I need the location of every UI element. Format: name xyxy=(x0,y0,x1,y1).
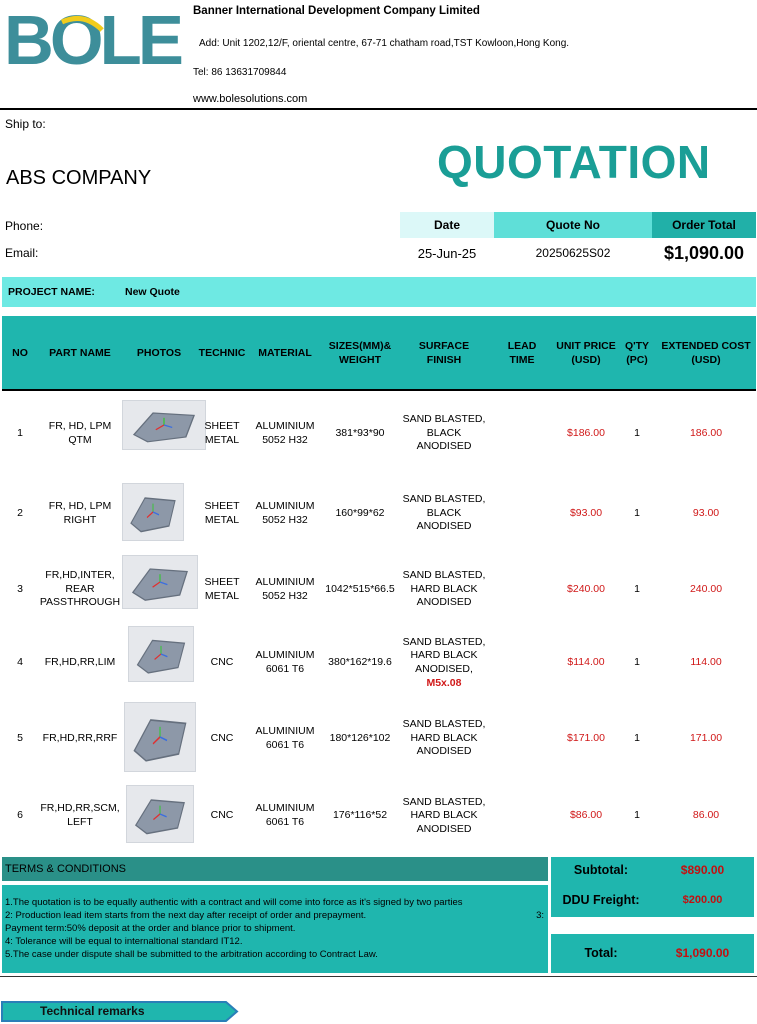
cell-line: BLACK xyxy=(426,506,462,519)
col-unit-price xyxy=(554,316,618,391)
cell-line: BLACK xyxy=(426,426,462,439)
cell-line: SAND BLASTED, xyxy=(402,795,486,808)
cell-qty: 1 xyxy=(634,426,640,439)
cell-part-name xyxy=(38,626,122,700)
cell-line: SAND BLASTED, xyxy=(402,493,486,506)
cell-unit-price: $186.00 xyxy=(567,426,605,439)
cell-surface-finish xyxy=(398,474,490,553)
subtotal-value: $890.00 xyxy=(680,863,725,877)
col-qty-line1: Q'TY xyxy=(624,340,650,353)
subtotal-label: Subtotal: xyxy=(573,863,629,877)
col-part-name: PART NAME xyxy=(49,346,111,359)
cell-line: SHEET xyxy=(204,575,240,588)
col-lead xyxy=(490,316,554,391)
cell-surface-finish xyxy=(398,700,490,777)
cell-size: 176*116*52 xyxy=(332,809,388,822)
cell-line: HARD BLACK xyxy=(410,582,478,595)
terms-line: Payment term:50% deposit at the order and blance prior to shipment. xyxy=(5,923,296,935)
quote-no-value: 20250625S02 xyxy=(535,246,611,260)
order-total-header: Order Total xyxy=(652,212,756,238)
table-row xyxy=(2,626,756,700)
cell-technic xyxy=(196,553,248,626)
cell-material xyxy=(248,474,322,553)
cell-size: 160*99*62 xyxy=(335,506,385,519)
col-sizes-line2: WEIGHT xyxy=(339,353,381,366)
cell-qty: 1 xyxy=(634,582,640,595)
col-photos: PHOTOS xyxy=(136,346,182,359)
ship-to-company: ABS COMPANY xyxy=(6,167,152,189)
col-sizes xyxy=(322,316,398,391)
cell-extended-cost: 86.00 xyxy=(692,809,720,822)
cell-extended-cost: 114.00 xyxy=(690,656,722,669)
cell-line: HARD BLACK xyxy=(410,809,478,822)
col-surface-line2: FINISH xyxy=(426,353,462,366)
cell-material xyxy=(248,393,322,474)
terms-line: 2: Production lead item starts from the next day after receipt of order and prepayment. xyxy=(5,910,367,922)
project-name-label: PROJECT NAME: xyxy=(8,286,95,298)
company-website[interactable]: www.bolesolutions.com xyxy=(193,93,308,105)
terms-line: 5.The case under dispute shall be submitted to the arbitration according to Contract Law. xyxy=(5,949,378,961)
cell-unit-price: $86.00 xyxy=(569,809,603,822)
cell-technic xyxy=(196,393,248,474)
cell-size: 380*162*19.6 xyxy=(328,656,392,669)
footer-divider xyxy=(0,976,757,977)
cell-surface-finish xyxy=(398,393,490,474)
cell-technic xyxy=(196,626,248,700)
cell-line: ALUMINIUM xyxy=(255,802,315,815)
cell-extended-cost: 240.00 xyxy=(689,582,723,595)
col-qty xyxy=(618,316,656,391)
terms-body xyxy=(2,885,548,973)
cell-line: FR,HD,RR,SCM, xyxy=(40,802,120,815)
email-label: Email: xyxy=(5,246,39,260)
cell-line: METAL xyxy=(204,513,240,526)
cell-no: 4 xyxy=(17,656,23,669)
cell-size: 381*93*90 xyxy=(335,426,385,439)
items-table-header xyxy=(2,316,756,391)
total-box xyxy=(551,934,754,973)
cell-line: ANODISED xyxy=(416,745,472,758)
cell-part-name xyxy=(38,474,122,553)
part-photo xyxy=(126,785,194,843)
company-logo xyxy=(4,8,182,68)
subtotal-box xyxy=(551,857,754,917)
cell-unit-price: $93.00 xyxy=(569,506,603,519)
part-photo xyxy=(122,555,198,609)
table-row xyxy=(2,777,756,855)
cell-line: SHEET xyxy=(204,499,240,512)
cell-lead-time xyxy=(490,474,554,553)
svg-text:BOLE: BOLE xyxy=(4,8,182,68)
cell-line: ALUMINIUM xyxy=(255,575,315,588)
cell-line: ALUMINIUM xyxy=(255,724,315,737)
col-qty-line2: (PC) xyxy=(626,353,648,366)
company-tel: Tel: 86 13631709844 xyxy=(193,67,287,78)
cell-line: ANODISED xyxy=(416,822,472,835)
cell-lead-time xyxy=(490,700,554,777)
cell-line: FR,HD,INTER, xyxy=(45,569,115,582)
ship-to-label: Ship to: xyxy=(5,117,46,131)
col-unit-line2: (USD) xyxy=(571,353,601,366)
quote-no-header: Quote No xyxy=(494,212,652,238)
company-name: Banner International Development Company Limited xyxy=(193,5,480,17)
cell-line: ANODISED xyxy=(416,440,472,453)
freight-value: $200.00 xyxy=(682,894,723,906)
cell-no: 1 xyxy=(17,426,23,439)
part-photo xyxy=(122,400,206,450)
cell-no: 2 xyxy=(17,506,23,519)
cell-line: HARD BLACK xyxy=(410,731,478,744)
cell-unit-price: $114.00 xyxy=(567,656,605,669)
part-photo xyxy=(124,702,196,772)
cell-part-name xyxy=(38,700,122,777)
terms-line: 4: Tolerance will be equal to internaltional standard IT12. xyxy=(5,936,243,948)
cell-part-name xyxy=(38,553,122,626)
col-lead-line1: LEAD xyxy=(507,340,537,353)
company-address: Add: Unit 1202,12/F, oriental centre, 67-71 chatham road,TST Kowloon,Hong Kong. xyxy=(199,38,570,49)
table-row xyxy=(2,700,756,777)
col-material: MATERIAL xyxy=(258,346,312,359)
cell-line: 5052 H32 xyxy=(262,433,308,446)
cell-qty: 1 xyxy=(634,506,640,519)
total-label: Total: xyxy=(584,946,618,960)
cell-line: METAL xyxy=(204,589,240,602)
col-sizes-line1: SIZES(MM)& xyxy=(328,340,392,353)
cell-technic xyxy=(196,474,248,553)
document-title: QUOTATION xyxy=(437,136,711,188)
cell-line: PASSTHROUGH xyxy=(39,596,121,609)
cell-lead-time xyxy=(490,393,554,474)
cell-line: CNC xyxy=(210,656,234,669)
cell-no: 5 xyxy=(17,731,23,744)
cell-extended-cost: 186.00 xyxy=(689,426,723,439)
cell-line: ANODISED xyxy=(416,520,472,533)
cell-lead-time xyxy=(490,777,554,855)
finish-note: M5x.08 xyxy=(426,676,462,689)
cell-line: 5052 H32 xyxy=(262,589,308,602)
cell-extended-cost: 93.00 xyxy=(692,506,720,519)
date-value: 25-Jun-25 xyxy=(417,245,477,261)
table-row xyxy=(2,553,756,626)
date-header: Date xyxy=(400,212,494,238)
cell-qty: 1 xyxy=(634,731,640,744)
cell-lead-time xyxy=(490,626,554,700)
col-ext-line2: (USD) xyxy=(691,353,721,366)
col-no: NO xyxy=(12,346,28,359)
part-photo xyxy=(128,626,194,682)
cell-line: REAR xyxy=(65,582,95,595)
col-unit-line1: UNIT PRICE xyxy=(556,340,616,353)
col-extended-cost xyxy=(656,316,756,391)
cell-part-name xyxy=(38,393,122,474)
cell-line: ALUMINIUM xyxy=(255,499,315,512)
cell-line: FR,HD,RR,LIM xyxy=(44,656,116,669)
cell-line: HARD BLACK xyxy=(410,649,478,662)
cell-qty: 1 xyxy=(634,656,640,669)
project-name-value: New Quote xyxy=(125,286,180,298)
cell-lead-time xyxy=(490,553,554,626)
cell-line: FR, HD, LPM xyxy=(48,419,112,432)
col-ext-line1: EXTENDED COST xyxy=(661,340,751,353)
cell-line: SAND BLASTED, xyxy=(402,635,486,648)
table-row xyxy=(2,474,756,553)
cell-no: 6 xyxy=(17,809,23,822)
cell-extended-cost: 171.00 xyxy=(689,731,723,744)
cell-line: QTM xyxy=(68,433,92,446)
cell-material xyxy=(248,777,322,855)
part-photo xyxy=(122,483,184,541)
terms-item3-marker: 3: xyxy=(536,910,544,921)
cell-no: 3 xyxy=(17,582,23,595)
cell-unit-price: $240.00 xyxy=(567,582,605,595)
cell-part-name xyxy=(38,777,122,855)
col-technic: TECHNIC xyxy=(198,346,246,359)
cell-surface-finish xyxy=(398,626,490,700)
cell-surface-finish xyxy=(398,553,490,626)
cell-line: CNC xyxy=(210,809,234,822)
cell-line: SHEET xyxy=(204,419,240,432)
header-divider xyxy=(0,108,757,110)
total-value: $1,090.00 xyxy=(675,946,730,960)
cell-material xyxy=(248,700,322,777)
col-surface-line1: SURFACE xyxy=(418,340,470,353)
cell-line: RIGHT xyxy=(63,513,97,526)
cell-line: ALUMINIUM xyxy=(255,419,315,432)
cell-technic xyxy=(196,700,248,777)
cell-line: ALUMINIUM xyxy=(255,649,315,662)
cell-material xyxy=(248,626,322,700)
cell-size: 180*126*102 xyxy=(329,731,391,744)
cell-line: 6061 T6 xyxy=(265,816,305,828)
cell-line: LEFT xyxy=(67,816,93,828)
table-row xyxy=(2,393,756,474)
cell-unit-price: $171.00 xyxy=(567,731,605,744)
cell-size: 1042*515*66.5 xyxy=(325,582,395,595)
col-lead-line2: TIME xyxy=(509,353,535,366)
cell-line: SAND BLASTED, xyxy=(402,569,486,582)
cell-line: ANODISED xyxy=(416,596,472,609)
order-total-value: $1,090.00 xyxy=(663,242,745,263)
terms-title: TERMS & CONDITIONS xyxy=(2,857,548,881)
cell-line: 6061 T6 xyxy=(265,663,305,675)
phone-label: Phone: xyxy=(5,219,44,233)
col-surface xyxy=(398,316,490,391)
cell-line: 5052 H32 xyxy=(262,513,308,526)
technical-remarks-label: Technical remarks xyxy=(40,1004,145,1018)
project-bar xyxy=(2,277,756,307)
freight-label: DDU Freight: xyxy=(562,893,640,907)
cell-qty: 1 xyxy=(634,809,640,822)
cell-line: 6061 T6 xyxy=(265,738,305,751)
cell-line: CNC xyxy=(210,731,234,744)
cell-surface-finish xyxy=(398,777,490,855)
cell-line: SAND BLASTED, xyxy=(402,718,486,731)
cell-line: METAL xyxy=(204,433,240,446)
cell-line: ANODISED, xyxy=(415,663,473,675)
cell-material xyxy=(248,553,322,626)
cell-line: SAND BLASTED, xyxy=(402,413,486,426)
terms-line: 1.The quotation is to be equally authentic with a contract and will come into force as it's signed by two parties xyxy=(5,897,463,908)
cell-technic xyxy=(196,777,248,855)
cell-line: FR,HD,RR,RRF xyxy=(42,731,118,744)
cell-line: FR, HD, LPM xyxy=(48,499,112,512)
